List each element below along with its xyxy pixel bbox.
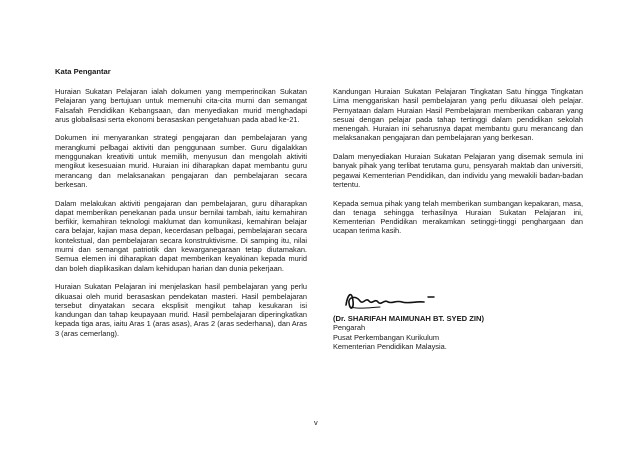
signatory-position: Pengarah: [333, 323, 366, 333]
page-number: v: [314, 418, 318, 427]
page-heading: Kata Pengantar: [55, 67, 111, 76]
left-paragraph-2: Dokumen ini menyarankan strategi pengajaran dan pembelajaran yang merangkumi pelbagai aktiviti dan penggunaan sumber. Guru digalakkan menggunakan kreativiti untuk memilih, menyusun dan mengolah aktiviti mengikut kesesuaian murid. Huraian ini diharapkan dapat membantu guru merancang dan melaksanakan pengajaran dan pembelajaran secara berkesan.: [55, 133, 307, 189]
left-paragraph-4: Huraian Sukatan Pelajaran ini menjelaskan hasil pembelajaran yang perlu dikuasai oleh murid berasaskan pendekatan masteri. Hasil pembelajaran tersebut dinyatakan secara eksplisit mengikut tahap kesukaran isi kandungan dan tahap keupayaan murid. Hasil pembelajaran diperingkatkan kepada tiga aras, iaitu Aras 1 (aras asas), Aras 2 (aras sederhana), dan Aras 3 (aras cemerlang).: [55, 282, 307, 338]
left-paragraph-1: Huraian Sukatan Pelajaran ialah dokumen yang memperincikan Sukatan Pelajaran yang bertujuan untuk memenuhi cita-cita murni dan semangat Falsafah Pendidikan Kebangsaan, dan menyediakan murid menghadapi arus globalisasi serta ekonomi berasaskan pengetahuan pada abad ke-21.: [55, 87, 307, 124]
right-paragraph-1: Kandungan Huraian Sukatan Pelajaran Tingkatan Satu hingga Tingkatan Lima menggariskan hasil pembelajaran yang perlu dikuasai oleh pelajar. Pernyataan dalam Huraian Hasil Pembelajaran memberikan cabaran yang sesuai dengan pelajar pada tahap tertinggi dalam pendidikan sekolah menengah. Huraian ini seharusnya dapat membantu guru merancang dan melaksanakan pengajaran dan pembelajaran yang berkesan.: [333, 87, 583, 143]
left-paragraph-3: Dalam melakukan aktiviti pengajaran dan pembelajaran, guru diharapkan dapat memberikan penekanan pada unsur bernilai tambah, iaitu kemahiran berfikir, kemahiran teknologi maklumat dan komunikasi, kemahiran belajar cara belajar, kajian masa depan, kecerdasan pelbagai, pembelajaran secara kontekstual, dan pembelajaran secara konstruktivisme. Di samping itu, nilai murni dan semangat patriotik dan kewarganegaraan tetap diutamakan. Semua elemen ini diharapkan dapat memberikan keyakinan kepada murid dan boleh diaplikasikan dalam kehidupan harian dan dunia pekerjaan.: [55, 198, 307, 273]
signatory-name: (Dr. SHARIFAH MAIMUNAH BT. SYED ZIN): [333, 314, 485, 323]
right-paragraph-2: Dalam menyediakan Huraian Sukatan Pelajaran yang disemak semula ini banyak pihak yang terlibat terutama guru, pensyarah maktab dan universiti, pegawai Kementerian Pendidikan, dan individu yang mewakili badan-badan tertentu.: [333, 152, 583, 189]
left-column: [55, 87, 307, 347]
signature-block: [333, 314, 484, 351]
handwritten-signature: [338, 283, 448, 317]
signatory-department: Pusat Perkembangan Kurikulum: [333, 332, 439, 342]
signatory-ministry: Kementerian Pendidikan Malaysia.: [333, 341, 447, 351]
right-paragraph-3: Kepada semua pihak yang telah memberikan sumbangan kepakaran, masa, dan tenaga sehingga terhasilnya Huraian Sukatan Pelajaran ini, Kementerian Pendidikan merakamkan setinggi-tinggi penghargaan dan ucapan terima kasih.: [333, 198, 583, 236]
right-column: [333, 87, 583, 245]
